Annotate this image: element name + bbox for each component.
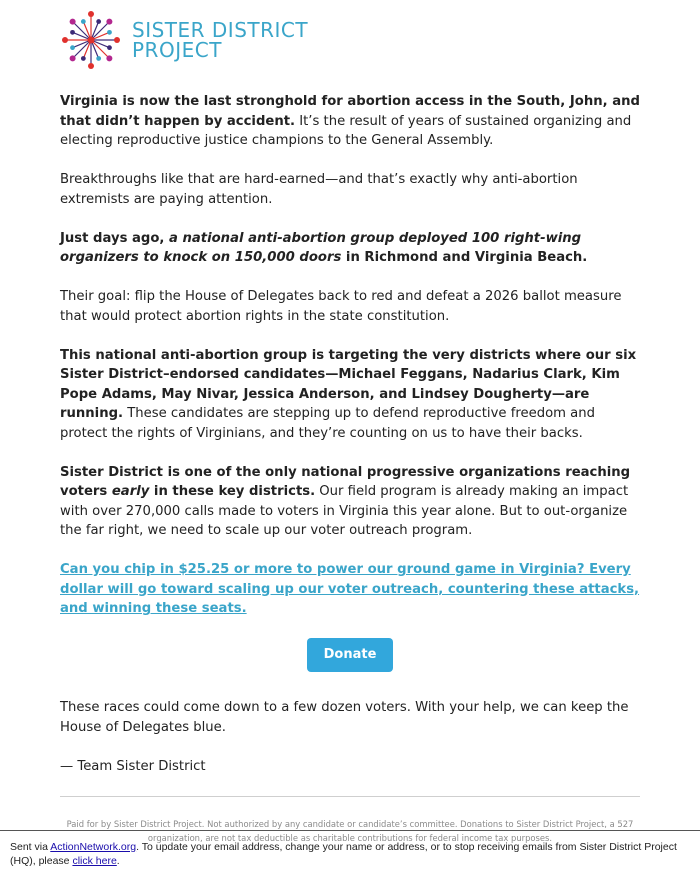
logo-dot — [96, 19, 101, 24]
message-content — [60, 92, 640, 619]
donate-button-row — [60, 638, 640, 672]
logo-dot — [70, 30, 75, 35]
logo-dot — [107, 30, 112, 35]
logo-dot — [62, 37, 68, 43]
footer-prefix: Sent via — [10, 841, 51, 853]
donate-cta-link[interactable]: Can you chip in $25.25 or more to power our ground game in Virginia? Every dollar will go toward scaling up our voter outreach, countering these attacks, and winning these seats. — [60, 562, 640, 616]
paragraph-5-bold: This national anti-abortion group is targeting the very districts where our six Sister District–endorsed candidates—Michael Feggans, Nadarius Clark, Kim Pope Adams, May Nivar, Jessica Anderson, and Lindsey Dougherty—are running. — [60, 347, 637, 421]
logo-line-2: PROJECT — [132, 38, 222, 62]
logo[interactable] — [60, 8, 640, 72]
logo-dot — [88, 63, 94, 69]
paragraph-6-rest: Our field program is already making an impact with over 270,000 calls made to voters in Virginia this year alone. But to out-organize the far right, we need to scale up our voter outreach program. — [60, 484, 629, 538]
logo-dot — [81, 56, 86, 61]
paragraph-6-italic: early — [111, 484, 150, 499]
paid-for-disclaimer: Paid for by Sister District Project. Not authorized by any candidate or candidate’s committee. Donations to Sister District Project, a 527 organization, are not tax deductible as charitable contributions for federal income tax purposes. — [66, 818, 634, 843]
paragraph-3 — [60, 229, 640, 268]
paragraph-6 — [60, 463, 640, 541]
logo-line-1: SISTER DISTRICT — [132, 18, 309, 42]
footer-suffix: . — [116, 855, 120, 867]
logo-wordmark — [132, 20, 308, 60]
logo-dot — [114, 37, 120, 43]
paragraph-1-rest: It’s the result of years of sustained organizing and electing reproductive justice champions to the General Assembly. — [60, 113, 632, 148]
starburst-logo-icon — [60, 9, 122, 71]
email-footer — [10, 840, 694, 868]
logo-dot — [81, 19, 86, 24]
paragraph-1 — [60, 92, 640, 151]
cta-paragraph — [60, 560, 640, 619]
logo-center-dot — [88, 37, 95, 44]
logo-dot — [70, 19, 76, 25]
signature: — Team Sister District — [60, 758, 206, 774]
paragraph-3-tail: in Richmond and Virginia Beach. — [341, 250, 588, 265]
paragraph-7: These races could come down to a few dozen voters. With your help, we can keep the House of Delegates blue. — [60, 700, 629, 735]
logo-dot — [106, 55, 112, 61]
paragraph-3-lead: Just days ago, — [60, 230, 170, 246]
paragraph-2: Breakthroughs like that are hard-earned—and that’s exactly why anti-abortion extremists are paying attention. — [60, 172, 578, 207]
footer-middle-text: . To update your email address, change your name or address, or to stop receiving emails from Sister District Project (HQ), please — [10, 841, 677, 867]
paragraph-5-rest: These candidates are stepping up to defend reproductive freedom and protect the rights of Virginians, and they’re counting on us to have their backs. — [60, 406, 595, 441]
paragraph-1-bold: Virginia is now the last stronghold for abortion access in the South, John, and that didn’t happen by accident. — [60, 94, 640, 129]
email-body — [60, 0, 640, 845]
paragraph-5 — [60, 346, 640, 444]
logo-dot — [107, 45, 112, 50]
paragraph-4: Their goal: flip the House of Delegates back to red and defeat a 2026 ballot measure that would protect abortion rights in the state constitution. — [60, 289, 622, 324]
logo-dot — [70, 55, 76, 61]
closing-content — [60, 698, 640, 776]
paragraph-6-bold-lead: Sister District is one of the only national progressive organizations reaching voters — [60, 464, 631, 499]
logo-dot — [106, 19, 112, 25]
unsubscribe-link[interactable]: click here — [72, 855, 117, 867]
donate-button[interactable]: Donate — [307, 638, 393, 672]
paragraph-6-bold-tail: in these key districts. — [149, 484, 316, 499]
actionnetwork-link[interactable]: ActionNetwork.org — [50, 841, 137, 853]
footer-divider — [0, 830, 700, 831]
content-divider — [60, 796, 640, 797]
logo-dot — [88, 11, 94, 17]
logo-dot — [96, 56, 101, 61]
logo-dot — [70, 45, 75, 50]
paragraph-3-italic: a national anti-abortion group deployed 100 right-wing organizers to knock on 150,000 doors — [60, 230, 582, 265]
